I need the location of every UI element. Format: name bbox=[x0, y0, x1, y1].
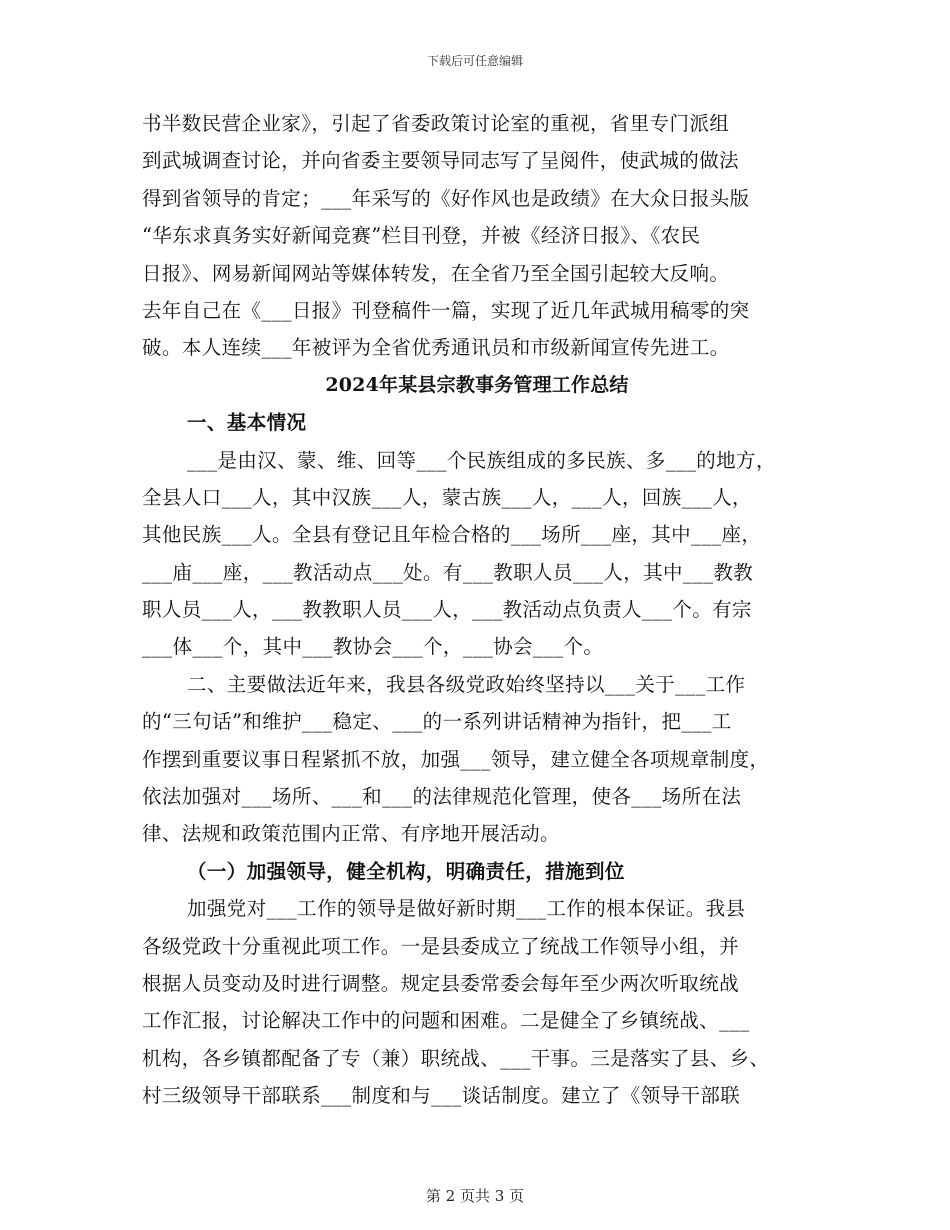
paragraph-line: 二、主要做法近年来，我县各级党政始终坚持以___关于___工作 bbox=[187, 672, 746, 696]
paragraph-line: 到武城调查讨论，并向省委主要领导同志写了呈阅件，使武城的做法 bbox=[142, 149, 740, 173]
section-heading-basic-situation: 一、基本情况 bbox=[187, 411, 307, 435]
paragraph-line: 全县人口___人，其中汉族___人，蒙古族___人，___人，回族___人， bbox=[142, 485, 752, 509]
document-body bbox=[142, 105, 812, 1115]
paragraph-line: 其他民族___人。全县有登记且年检合格的___场所___座，其中___座， bbox=[142, 523, 762, 547]
paragraph-line: 根据人员变动及时进行调整。规定县委常委会每年至少两次听取统战 bbox=[142, 971, 740, 995]
paragraph-line: ___庙___座，___教活动点___处。有___教职人员___人，其中___教教 bbox=[142, 560, 754, 584]
document-title: 2024年某县宗教事务管理工作总结 bbox=[325, 373, 629, 396]
section-heading-leadership: （一）加强领导，健全机构，明确责任，措施到位 bbox=[187, 859, 625, 883]
paragraph-line: 依法加强对___场所、___和___的法律规范化管理，使各___场所在法 bbox=[142, 785, 742, 809]
paragraph-line: 得到省领导的肯定；___年采写的《好作风也是政绩》在大众日报头版 bbox=[142, 186, 750, 210]
paragraph-line: 各级党政十分重视此项工作。一是县委成立了统战工作领导小组，并 bbox=[142, 934, 740, 958]
paragraph-line: “华东求真务实好新闻竞赛”栏目刊登，并被《经济日报》、《农民 bbox=[142, 224, 701, 248]
paragraph-line: 日报》、网易新闻网站等媒体转发，在全省乃至全国引起较大反响。 bbox=[142, 261, 730, 285]
paragraph-line: 职人员___人，___教教职人员___人，___教活动点负责人___个。有宗 bbox=[142, 598, 752, 622]
paragraph-line: ___体___个，其中___教协会___个，___协会___个。 bbox=[142, 635, 604, 659]
paragraph-line: 工作汇报，讨论解决工作中的问题和困难。二是健全了乡镇统战、___ bbox=[142, 1009, 750, 1033]
paragraph-line: 村三级领导干部联系___制度和与___谈话制度。建立了《领导干部联 bbox=[142, 1084, 741, 1108]
paragraph-line: 书半数民营企业家》，引起了省委政策讨论室的重视，省里专门派组 bbox=[142, 112, 730, 135]
paragraph-line: 律、法规和政策范围内正常、有序地开展活动。 bbox=[142, 822, 560, 846]
page-footer: 第 2 页共 3 页 bbox=[425, 1187, 525, 1205]
paragraph-line: 加强党对___工作的领导是做好新时期___工作的根本保证。我县 bbox=[187, 897, 746, 921]
paragraph-line: 破。本人连续___年被评为全省优秀通讯员和市级新闻宣传先进工。 bbox=[142, 336, 730, 360]
paragraph-line: 的“三句话”和维护___稳定、___的一系列讲话精神为指针，把___工 bbox=[142, 710, 732, 734]
paragraph-line: 去年自己在《___日报》刊登稿件一篇，实现了近几年武城用稿零的突 bbox=[142, 298, 750, 322]
page-header: 下载后可任意编辑 bbox=[426, 54, 523, 68]
paragraph-line: 机构，各乡镇都配备了专（兼）职统战、___干事。三是落实了县、乡、 bbox=[142, 1046, 770, 1070]
paragraph-line: 作摆到重要议事日程紧抓不放，加强___领导，建立健全各项规章制度， bbox=[142, 747, 770, 771]
paragraph-line: ___是由汉、蒙、维、回等___个民族组成的多民族、多___的地方， bbox=[187, 448, 776, 472]
